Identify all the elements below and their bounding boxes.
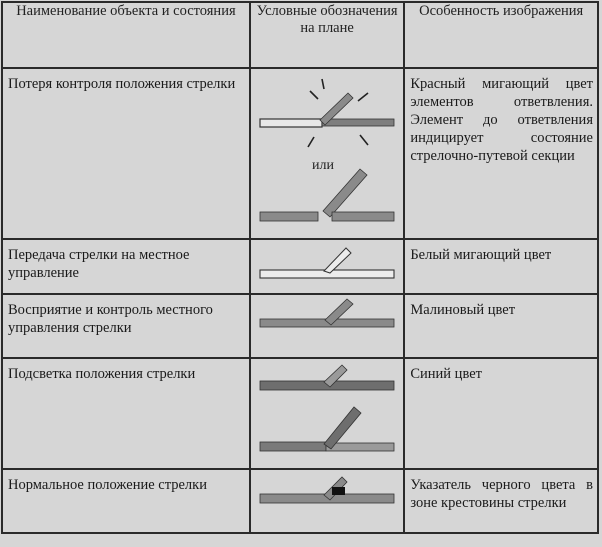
row-desc-normal-position: Указатель черного цвета в зоне крестовины стрелки (404, 469, 598, 533)
row-desc-local-control-ack: Малиновый цвет (404, 294, 598, 358)
header-feature: Особенность изображения (404, 2, 598, 68)
flash-ray (322, 79, 324, 89)
row-desc-local-control-transfer: Белый мигающий цвет (404, 239, 598, 294)
row-name-local-control-ack: Восприятие и контроль местного управления стрелки (2, 294, 250, 358)
switch-normal-diagram (252, 470, 402, 524)
switch-indication-table (1, 1, 599, 534)
row-name-loss-of-control: Потеря контроля положения стрелки (2, 68, 250, 239)
table-row (2, 239, 598, 294)
table-row (2, 358, 598, 469)
white-branch-bar (324, 248, 351, 273)
diverging-branch-bar-2 (323, 169, 367, 217)
black-marker (332, 487, 345, 495)
switch-stub-outline (260, 119, 322, 127)
symbol-position-highlight (250, 358, 405, 469)
track-bar-lower-right (326, 443, 394, 451)
or-label: или (312, 158, 335, 173)
flash-ray (360, 135, 368, 145)
switch-blue-diagram (252, 359, 402, 459)
flash-ray (358, 93, 368, 101)
switch-white-diagram (252, 240, 402, 286)
table-row (2, 294, 598, 358)
table-row (2, 68, 598, 239)
row-name-position-highlight: Подсветка положения стрелки (2, 358, 250, 469)
flash-ray (310, 91, 318, 99)
switch-loss-control-diagram (252, 69, 402, 229)
header-symbol: Условные обозначения на плане (250, 2, 405, 68)
main-track-bar (322, 119, 394, 126)
symbol-local-control-ack (250, 294, 405, 358)
table-header-row (2, 2, 598, 68)
flash-ray (308, 137, 314, 147)
switch-raspberry-diagram (252, 295, 402, 349)
symbol-normal-position (250, 469, 405, 533)
row-name-local-control-transfer: Передача стрелки на местное управление (2, 239, 250, 294)
row-desc-position-highlight: Синий цвет (404, 358, 598, 469)
symbol-loss-of-control (250, 68, 405, 239)
symbol-local-control-transfer (250, 239, 405, 294)
left-track-segment (260, 212, 318, 221)
header-object: Наименование объекта и состояния (2, 2, 250, 68)
row-name-normal-position: Нормальное положение стрелки (2, 469, 250, 533)
table-row (2, 469, 598, 533)
right-track-segment (332, 212, 394, 221)
row-desc-loss-of-control: Красный мигающий цвет элементов ответвления. Элемент до ответвления индицирует состояние стрелочно-путевой секции (404, 68, 598, 239)
track-bar-lower-left (260, 442, 326, 451)
